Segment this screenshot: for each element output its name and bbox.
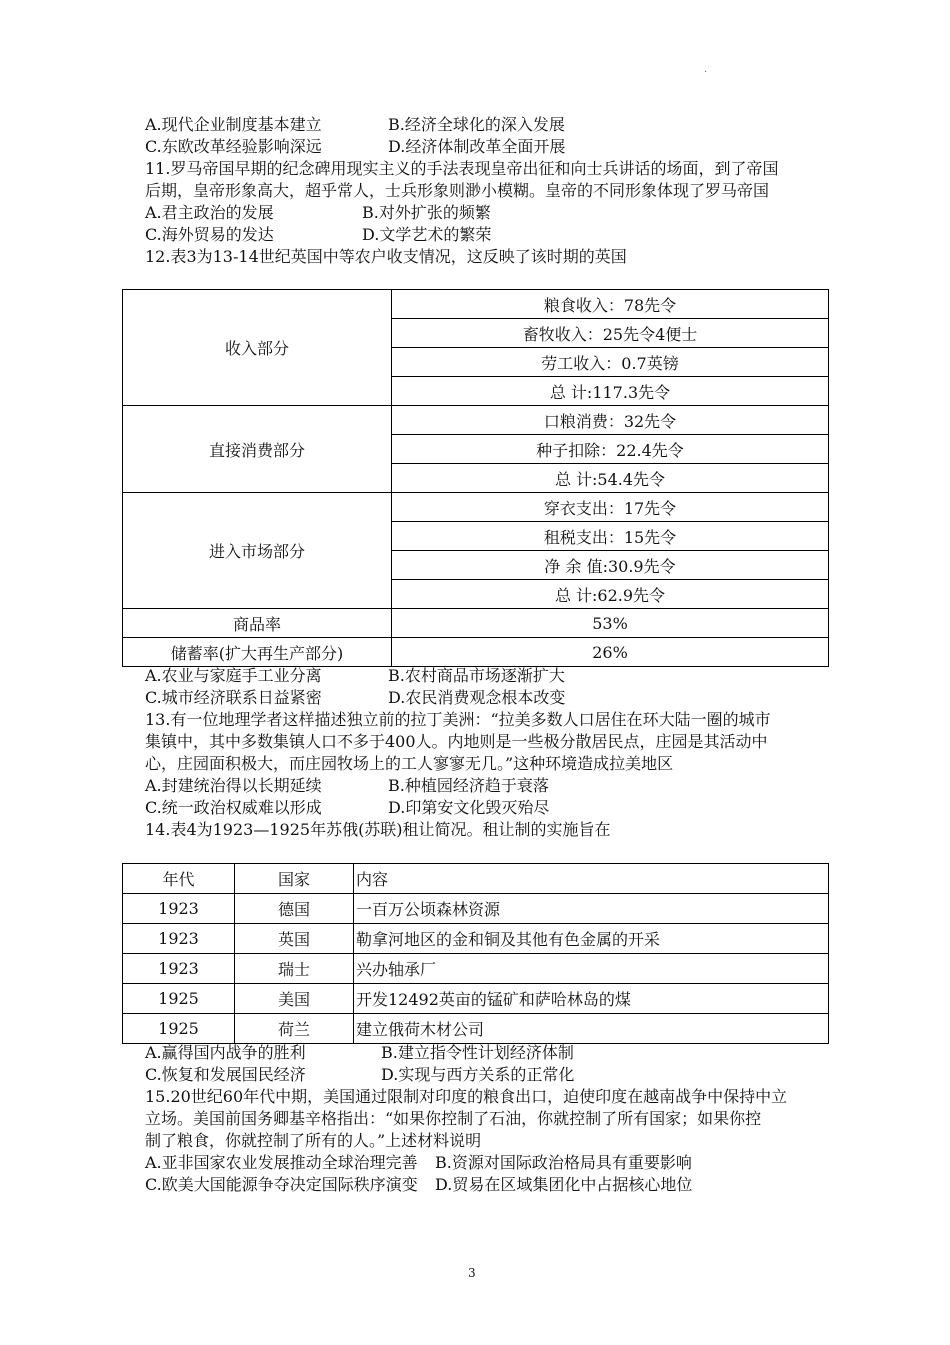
q12-option-b: B.农村商品市场逐渐扩大	[388, 666, 565, 685]
q11-stem-line-2: 后期，皇帝形象高大，超乎常人，士兵形象则渺小模糊。皇帝的不同形象体现了罗马帝国	[145, 181, 770, 200]
q10-option-a: A.现代企业制度基本建立	[145, 115, 322, 134]
q10-option-row-2	[145, 136, 566, 158]
cell-content: 建立俄荷木材公司	[354, 1014, 829, 1044]
market-row: 穿衣支出：17先令	[392, 493, 829, 522]
q12-option-d: D.农民消费观念根本改变	[388, 688, 566, 707]
q11-option-row-1	[145, 202, 491, 224]
q14-option-a: A.赢得国内战争的胜利	[145, 1043, 306, 1062]
q12-option-row-2	[145, 687, 566, 709]
commodity-rate-label: 商品率	[123, 609, 392, 638]
income-row: 总 计:117.3先令	[392, 377, 829, 406]
q15-option-d: D.贸易在区域集团化中占据核心地位	[435, 1175, 693, 1194]
table-row	[123, 954, 829, 984]
market-row: 租税支出：15先令	[392, 522, 829, 551]
q15-option-b: B.资源对国际政治格局具有重要影响	[435, 1153, 692, 1172]
income-row: 畜牧收入：25先令4便士	[392, 319, 829, 348]
market-row: 净 余 值:30.9先令	[392, 551, 829, 580]
q13-option-a: A.封建统治得以长期延续	[145, 776, 322, 795]
q10-option-c: C.东欧改革经验影响深远	[145, 137, 322, 156]
cell-content: 开发12492英亩的锰矿和萨哈林岛的煤	[354, 984, 829, 1014]
header-year: 年代	[123, 864, 235, 894]
q13-stem-line-2: 集镇中，其中多数集镇人口不多于400人。内地则是一些极分散居民点，庄园是其活动中	[145, 732, 768, 751]
q13-stem-line-3: 心，庄园面积极大，而庄园牧场上的工人寥寥无几。”这种环境造成拉美地区	[145, 754, 674, 773]
q14-stem: 14.表4为1923—1925年苏俄(苏联)租让简况。租让制的实施旨在	[145, 820, 611, 839]
q14-option-row-2	[145, 1064, 575, 1086]
cell-content: 勒拿河地区的金和铜及其他有色金属的开采	[354, 924, 829, 954]
q14-option-row-1	[145, 1042, 574, 1064]
q15-stem-line-2: 立场。美国前国务卿基辛格指出：“如果你控制了石油，你就控制了所有国家；如果你控	[145, 1109, 762, 1128]
cell-content: 一百万公顷森林资源	[354, 894, 829, 924]
q12-option-a: A.农业与家庭手工业分离	[145, 666, 322, 685]
cell-country: 英国	[235, 924, 354, 954]
q11-option-a: A.君主政治的发展	[145, 203, 274, 222]
savings-rate-label: 储蓄率(扩大再生产部分)	[123, 638, 392, 667]
q11-option-c: C.海外贸易的发达	[145, 225, 274, 244]
cell-year: 1923	[123, 954, 235, 984]
cell-year: 1923	[123, 924, 235, 954]
q13-option-b: B.种植园经济趋于衰落	[388, 776, 549, 795]
q15-option-a: A.亚非国家农业发展推动全球治理完善	[145, 1153, 418, 1172]
q12-stem: 12.表3为13-14世纪英国中等农户收支情况，这反映了该时期的英国	[145, 247, 627, 266]
table-row	[123, 1014, 829, 1044]
table-4-concessions	[122, 863, 829, 1044]
cell-year: 1925	[123, 984, 235, 1014]
direct-row: 口粮消费：32先令	[392, 406, 829, 435]
q15-stem-line-3: 制了粮食，你就控制了所有的人。”上述材料说明	[145, 1131, 482, 1150]
q15-option-c: C.欧美大国能源争夺决定国际秩序演变	[145, 1175, 418, 1194]
q15-stem-line-1: 15.20世纪60年代中期，美国通过限制对印度的粮食出口，迫使印度在越南战争中保持中立	[145, 1087, 788, 1106]
q14-option-b: B.建立指令性计划经济体制	[381, 1043, 574, 1062]
cell-content: 兴办轴承厂	[354, 954, 829, 984]
cell-country: 德国	[235, 894, 354, 924]
q14-option-c: C.恢复和发展国民经济	[145, 1065, 306, 1084]
q12-option-c: C.城市经济联系日益紧密	[145, 688, 322, 707]
q13-option-c: C.统一政治权威难以形成	[145, 798, 322, 817]
q13-option-d: D.印第安文化毁灭殆尽	[388, 798, 550, 817]
cell-year: 1925	[123, 1014, 235, 1044]
table-header-row	[123, 864, 829, 894]
q10-option-row-1	[145, 114, 565, 136]
table-3-income-expense	[122, 289, 829, 667]
header-country: 国家	[235, 864, 354, 894]
direct-consumption-label: 直接消费部分	[123, 406, 392, 493]
page-number: 3	[468, 1266, 476, 1280]
q11-option-b: B.对外扩张的频繁	[362, 203, 491, 222]
q10-option-b: B.经济全球化的深入发展	[388, 115, 565, 134]
income-row: 粮食收入：78先令	[392, 290, 829, 319]
q14-option-d: D.实现与西方关系的正常化	[381, 1065, 575, 1084]
direct-row: 总 计:54.4先令	[392, 464, 829, 493]
q15-option-row-2	[145, 1174, 693, 1196]
savings-rate-value: 26%	[392, 638, 829, 667]
q15-option-row-1	[145, 1152, 692, 1174]
q10-option-d: D.经济体制改革全面开展	[388, 137, 566, 156]
cell-country: 瑞士	[235, 954, 354, 984]
commodity-rate-value: 53%	[392, 609, 829, 638]
q13-stem-line-1: 13.有一位地理学者这样描述独立前的拉丁美洲：“拉美多数人口居住在环大陆一圈的城市	[145, 710, 771, 729]
market-label: 进入市场部分	[123, 493, 392, 609]
q12-option-row-1	[145, 665, 565, 687]
q13-option-row-1	[145, 775, 549, 797]
market-row: 总 计:62.9先令	[392, 580, 829, 609]
table-row	[123, 894, 829, 924]
income-row: 劳工收入：0.7英镑	[392, 348, 829, 377]
income-label: 收入部分	[123, 290, 392, 406]
table-row	[123, 924, 829, 954]
header-content: 内容	[354, 864, 829, 894]
direct-row: 种子扣除：22.4先令	[392, 435, 829, 464]
q11-option-row-2	[145, 224, 492, 246]
q13-option-row-2	[145, 797, 550, 819]
table-row	[123, 984, 829, 1014]
q11-stem-line-1: 11.罗马帝国早期的纪念碑用现实主义的手法表现皇帝出征和向士兵讲话的场面，到了帝国	[145, 159, 779, 178]
cell-country: 荷兰	[235, 1014, 354, 1044]
cell-year: 1923	[123, 894, 235, 924]
q11-option-d: D.文学艺术的繁荣	[362, 225, 492, 244]
cell-country: 美国	[235, 984, 354, 1014]
header-dot: .	[704, 64, 708, 75]
